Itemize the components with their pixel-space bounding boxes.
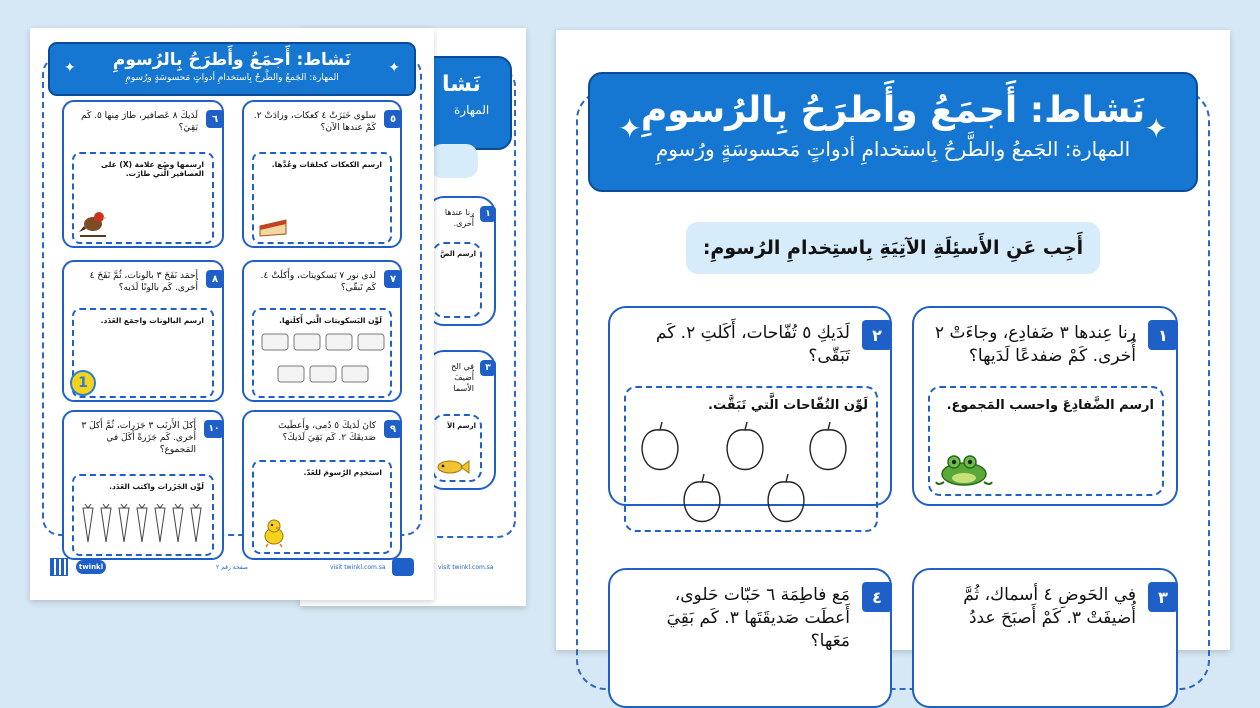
biscuit-icon	[278, 366, 304, 382]
apple-icon	[684, 474, 720, 522]
biscuit-icon	[342, 366, 368, 382]
page-title: نَشاط: أَجمَعُ وأَطرَحُ بِالرُسومِ	[640, 90, 1146, 131]
carrot-icon	[191, 504, 201, 542]
answer-box[interactable]	[72, 474, 214, 556]
answer-box[interactable]	[624, 386, 878, 532]
carrot-icon	[119, 504, 129, 542]
question-card-3	[426, 350, 496, 490]
question-number: ٣	[480, 360, 496, 376]
sparkle-icon: ✦	[64, 60, 76, 76]
answer-box[interactable]	[432, 242, 482, 318]
question-card-5	[242, 100, 402, 248]
carrot-icon	[83, 504, 93, 542]
answer-box[interactable]	[432, 414, 482, 482]
answer-box[interactable]	[252, 308, 392, 398]
task-text: ارسم البالونات واجمَع العَدَد.	[100, 316, 204, 325]
task-text: لَوِّن التُفّاحات الَّتي تَبَقَّت.	[708, 398, 868, 413]
answer-box[interactable]	[252, 460, 392, 554]
carrot-icon	[137, 504, 147, 542]
brand-logo	[392, 558, 414, 576]
question-card-2	[608, 306, 892, 506]
biscuit-icon	[262, 334, 288, 350]
question-number: ٧	[384, 270, 402, 288]
biscuit-group	[262, 332, 386, 392]
skill-subtitle: المهارة: الجَمعُ والطَّرحُ بِاستخدامِ أدواتٍ مَحسوسَةٍ ورُسومِ	[125, 73, 339, 83]
question-card-7	[242, 260, 402, 402]
page-title: نَشاط: أَجمَعُ وأَطرَحُ بِالرُسومِ	[112, 50, 352, 70]
page-title-fragment: نَشا	[442, 72, 481, 97]
worksheet-small	[30, 28, 434, 600]
balloon-icon: 1	[70, 370, 96, 396]
brand-logo: twinkl	[76, 560, 106, 574]
question-text-fragment: في الح أُضيفَ الأسما	[451, 362, 474, 393]
question-text: في الحَوضِ ٤ أسماك، ثُمَّ أُضيفَتْ ٣. كَمْ أَصبَحَ عددُ	[963, 585, 1136, 628]
skill-subtitle: المهارة: الجَمعُ والطَّرحُ بِاستخدامِ أدواتٍ مَحسوسَةٍ ورُسومِ	[655, 137, 1131, 161]
qr-code	[50, 558, 68, 576]
question-number: ١٠	[204, 420, 224, 438]
carrot-icon	[101, 504, 111, 542]
question-number: ١	[480, 206, 496, 222]
worksheet-large	[556, 30, 1230, 650]
title-banner	[48, 42, 416, 96]
question-card-8	[62, 260, 224, 402]
question-card-4	[608, 568, 892, 708]
carrot-icon	[173, 504, 183, 542]
biscuit-icon	[310, 366, 336, 382]
cake-icon	[258, 218, 288, 238]
task-text-fragment: ارسم الضَّ	[440, 250, 476, 258]
footer-url: visit twinkl.com.sa	[438, 564, 494, 571]
question-number: ١	[1148, 320, 1178, 350]
task-text: استخدِم الرُسومَ للعَدّ.	[303, 468, 382, 477]
question-number: ٥	[384, 110, 402, 128]
sparkle-icon: ✦	[1144, 112, 1168, 145]
skill-fragment: المهارة	[454, 103, 490, 117]
carrot-icon	[155, 504, 165, 542]
question-card-6	[62, 100, 224, 248]
chick-icon	[260, 518, 288, 548]
sparkle-icon: ✦	[618, 112, 642, 145]
question-text: لدى نور ٧ بَسكويتات، وأَكلَتْ ٤. كَم تَبقّى؟	[260, 271, 376, 294]
sparkle-icon: ✦	[388, 60, 400, 76]
biscuit-icon	[294, 334, 320, 350]
question-card-1	[426, 196, 496, 326]
apple-icon	[642, 422, 678, 470]
title-banner	[588, 72, 1198, 192]
apple-icon	[768, 474, 804, 522]
answer-box[interactable]	[72, 152, 214, 244]
question-text: رنا عِندها ٣ ضَفادِع، وجاءَتْ ٢ أُخرى. كَمْ ضفدعًا لَدَيها؟	[934, 323, 1136, 366]
apple-group	[632, 420, 872, 530]
fish-icon	[436, 458, 470, 476]
question-card-3	[912, 568, 1178, 708]
question-card-1	[912, 306, 1178, 506]
question-number: ٤	[862, 582, 892, 612]
instruction-box	[430, 144, 478, 178]
biscuit-icon	[326, 334, 352, 350]
question-text: أحمَد نَفَخَ ٣ بالونات، ثُمَّ نَفَخَ ٤ أُخرى. كَم بالونًا لَدَيه؟	[89, 271, 198, 294]
question-text: كانَ لَدَيكَ ٥ دُمى، وأَعطَيتَ صَديقَكَ ٢. كَم بَقِيَ لَدَيكَ؟	[278, 421, 376, 444]
question-text: لَدَيكَ ٨ عَصافير، طارَ مِنها ٥. كَم بَقِيَ؟	[80, 111, 198, 134]
answer-box[interactable]	[252, 152, 392, 244]
task-text: لَوِّن الجَزَرات واكتب العَدَد.	[109, 482, 204, 491]
question-number: ٦	[206, 110, 224, 128]
apple-icon	[727, 422, 763, 470]
question-card-9	[242, 410, 402, 560]
question-text: لَدَيكِ ٥ تُفّاحات، أَكَلتِ ٢. كَم تَبَقّى؟	[655, 323, 850, 366]
task-text: لَوِّن البَسكويتات الَّتي أَكلَتها.	[279, 316, 382, 325]
question-number: ٣	[1148, 582, 1178, 612]
question-text: أَكلَ الأَرنَب ٣ جَزَرات، ثُمَّ أَكلَ ٣ أُخرى. كَم جَزَرةً أَكَلَ في المَجموع؟	[81, 421, 196, 456]
question-number: ٢	[862, 320, 892, 350]
question-card-10	[62, 410, 224, 560]
carrot-group	[78, 500, 208, 544]
task-text: ارسمها وضَع علامة (X) على العصافير الَّتي طارَت.	[101, 160, 204, 178]
question-number: ٩	[384, 420, 402, 438]
task-text: ارسم الضَّفادِعَ واحسب المَجموع.	[946, 398, 1154, 413]
question-text: سلوى خَبَزَتْ ٤ كعكات، وزادَتْ ٢. كَمْ عندها الآن؟	[253, 111, 376, 134]
apple-icon	[810, 422, 846, 470]
task-text-fragment: ارسم الأ	[447, 422, 476, 430]
footer-url: visit twinkl.com.sa	[330, 564, 386, 571]
biscuit-icon	[358, 334, 384, 350]
instruction-box: أَجِب عَنِ الأَسئِلَةِ الآتِيَةِ بِاستِخدامِ الرُسومِ:	[686, 222, 1100, 274]
question-text: مَع فاطِمَة ٦ حَبّات حَلوى، أَعطَت صَديقَتَها ٣. كَم بَقِيَ مَعَها؟	[666, 585, 850, 651]
question-text-fragment: رنا عندها أُخرى.	[444, 208, 474, 228]
footer-page-number: صفحة رقم ٢	[216, 564, 249, 571]
answer-box[interactable]	[928, 386, 1164, 496]
task-text: ارسم الكعكات كحلقات وعُدَّها.	[271, 160, 382, 169]
question-number: ٨	[206, 270, 224, 288]
bird-icon	[78, 208, 108, 240]
frog-icon	[936, 448, 992, 488]
